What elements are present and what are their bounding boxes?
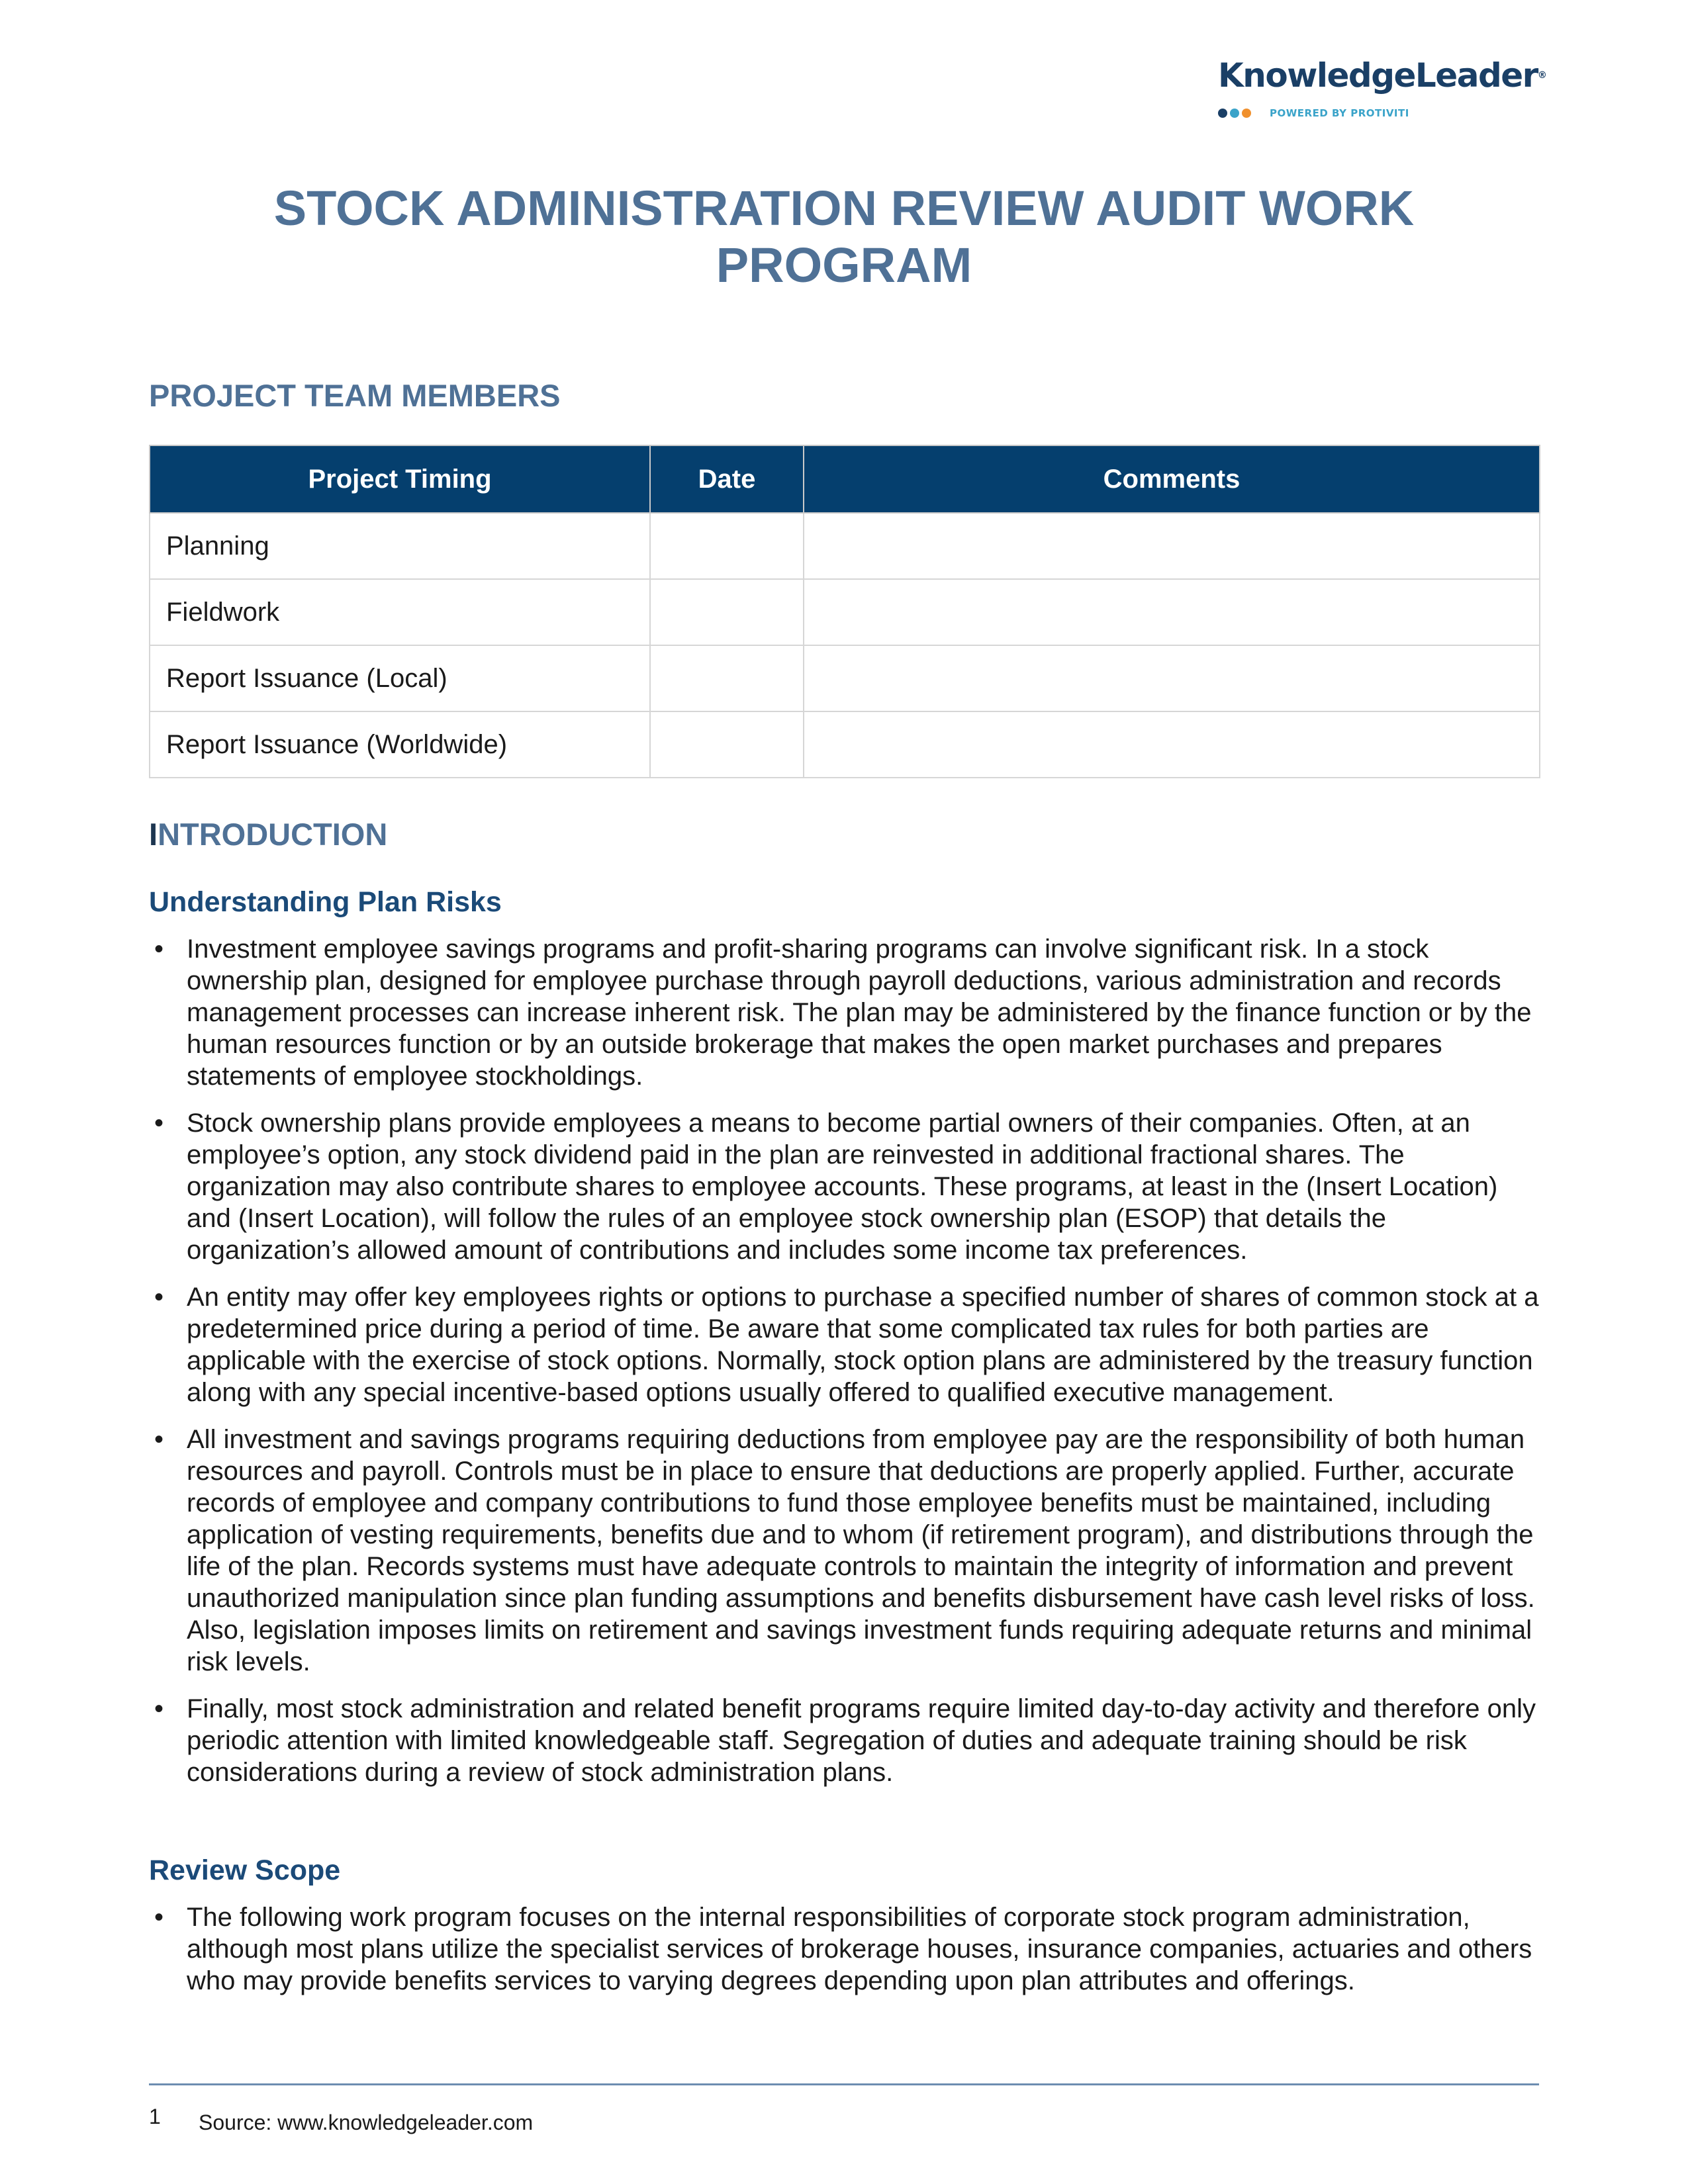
footer-divider	[149, 2083, 1539, 2085]
title-line-1: STOCK ADMINISTRATION REVIEW AUDIT WORK	[273, 181, 1415, 236]
comments-cell[interactable]	[804, 513, 1540, 579]
logo-dot-icon	[1218, 109, 1227, 118]
logo-dot-icon	[1230, 109, 1239, 118]
list-item	[149, 1693, 1539, 1788]
comments-cell[interactable]	[804, 579, 1540, 645]
bullet-icon: •	[154, 1283, 164, 1312]
table-row	[150, 711, 1540, 778]
column-header-comments: Comments	[804, 445, 1540, 513]
list-item	[149, 933, 1539, 1092]
table-header-row	[150, 445, 1540, 513]
list-item-text: Finally, most stock administration and related benefit programs require limited day-to-day activity and therefore only periodic attention with limited knowledgeable staff. Segregation of duties and adequate training should be risk considerations during a review of stock administration plans.	[187, 1694, 1536, 1787]
date-cell[interactable]	[650, 711, 804, 778]
introduction-heading	[149, 816, 387, 853]
logo-tagline: POWERED BY PROTIVITI	[1270, 107, 1409, 119]
logo-tagline-row	[1218, 107, 1536, 119]
comments-cell[interactable]	[804, 645, 1540, 711]
document-title	[149, 180, 1539, 294]
bullet-icon: •	[154, 1903, 164, 1932]
knowledgeleader-logo	[1218, 54, 1547, 119]
list-item	[149, 1901, 1539, 1997]
bullet-icon: •	[154, 934, 164, 964]
date-cell[interactable]	[650, 513, 804, 579]
registered-mark: ®	[1537, 70, 1547, 81]
list-item	[149, 1107, 1539, 1266]
table-row	[150, 645, 1540, 711]
table-row	[150, 513, 1540, 579]
table-row	[150, 579, 1540, 645]
date-cell[interactable]	[650, 579, 804, 645]
review-scope-heading: Review Scope	[149, 1854, 341, 1886]
introduction-heading-rest: NTRODUCTION	[158, 817, 388, 852]
comments-cell[interactable]	[804, 711, 1540, 778]
project-team-heading: PROJECT TEAM MEMBERS	[149, 378, 561, 413]
page-number: 1	[149, 2105, 161, 2128]
bullet-icon: •	[154, 1109, 164, 1138]
timing-cell: Planning	[150, 513, 650, 579]
logo-dot-icon	[1242, 109, 1251, 118]
timing-cell: Report Issuance (Worldwide)	[150, 711, 650, 778]
timing-cell: Fieldwork	[150, 579, 650, 645]
source-line: Source: www.knowledgeleader.com	[199, 2111, 534, 2134]
column-header-project-timing: Project Timing	[150, 445, 650, 513]
title-line-2: PROGRAM	[716, 238, 972, 293]
plan-risks-heading: Understanding Plan Risks	[149, 886, 502, 918]
plan-risks-list	[149, 933, 1539, 1803]
review-scope-list	[149, 1901, 1539, 2012]
list-item	[149, 1424, 1539, 1678]
project-timing-table	[149, 445, 1540, 778]
list-item-text: All investment and savings programs requiring deductions from employee pay are the responsibility of both human resources and payroll. Controls must be in place to ensure that deductions are properly applied. Further, accurate records of employee and company contributions to fund those employee benefits must be maintained, including application of vesting requirements, benefits due and to whom (if retirement program), and distributions through the life of the plan. Records systems must have adequate controls to maintain the integrity of information and prevent unauthorized manipulation since plan funding assumptions and benefits disbursement have cash level risks of loss. Also, legislation imposes limits on retirement and savings investment funds requiring adequate returns and minimal risk levels.	[187, 1425, 1535, 1676]
list-item-text: An entity may offer key employees rights or options to purchase a specified number of shares of common stock at a predetermined price during a period of time. Be aware that some complicated tax rules for both parties are applicable with the exercise of stock options. Normally, stock option plans are administered by the treasury function along with any special incentive-based options usually offered to qualified executive management.	[187, 1283, 1539, 1407]
bullet-icon: •	[154, 1425, 164, 1454]
list-item	[149, 1281, 1539, 1408]
date-cell[interactable]	[650, 645, 804, 711]
list-item-text: Stock ownership plans provide employees a means to become partial owners of their companies. Often, at an employee’s option, any stock dividend paid in the plan are reinvested in additional fractional shares. The organization may also contribute shares to employee accounts. These programs, at least in the (Insert Location) and (Insert Location), will follow the rules of an employee stock ownership plan (ESOP) that details the organization’s allowed amount of contributions and includes some income tax preferences.	[187, 1109, 1498, 1265]
logo-wordmark: KnowledgeLeader®	[1218, 56, 1547, 95]
column-header-date: Date	[650, 445, 804, 513]
list-item-text: Investment employee savings programs and profit-sharing programs can involve significant risk. In a stock ownership plan, designed for employee purchase through payroll deductions, various administration and records management processes can increase inherent risk. The plan may be administered by the finance function or by the human resources function or by an outside brokerage that makes the open market purchases and prepares statements of employee stockholdings.	[187, 934, 1532, 1091]
timing-cell: Report Issuance (Local)	[150, 645, 650, 711]
introduction-heading-initial: I	[149, 817, 158, 852]
list-item-text: The following work program focuses on the internal responsibilities of corporate stock program administration, although most plans utilize the specialist services of brokerage houses, insurance companies, actuaries and others who may provide benefits services to varying degrees depending upon plan attributes and offerings.	[187, 1903, 1532, 1995]
bullet-icon: •	[154, 1694, 164, 1723]
